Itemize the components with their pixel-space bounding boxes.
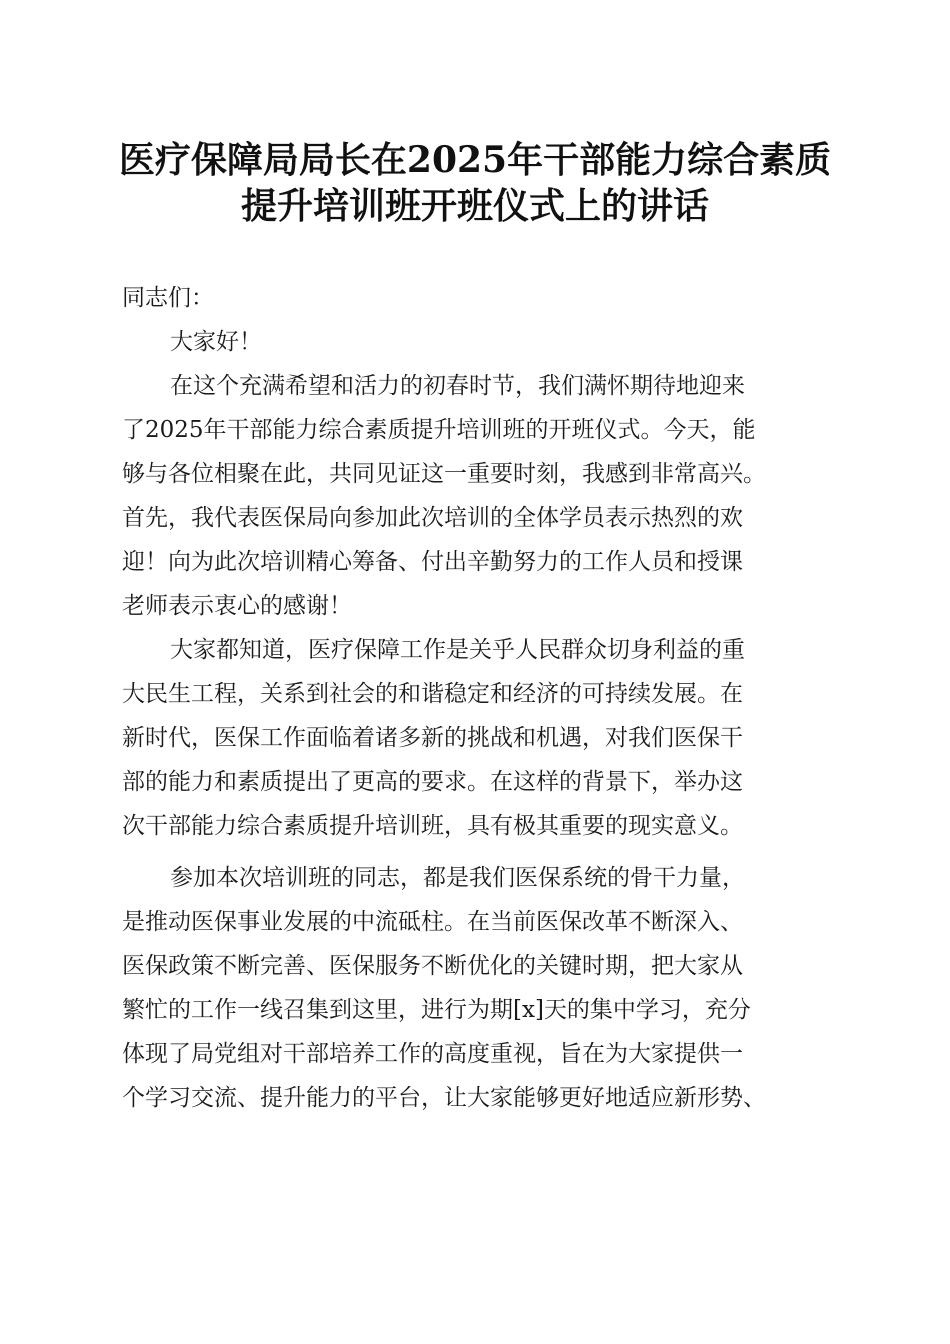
paragraph-3-line: 是推动医保事业发展的中流砥柱。在当前医保改革不断深入、 (122, 909, 743, 935)
paragraph-3-line: 参加本次培训班的同志，都是我们医保系统的骨干力量， (170, 865, 745, 891)
paragraph-2-line: 大家都知道，医疗保障工作是关乎人民群众切身利益的重 (170, 637, 745, 663)
salutation: 同志们： (122, 285, 214, 311)
document-title-line-1: 医疗保障局局长在2025年干部能力综合素质 (118, 139, 832, 181)
paragraph-1-line: 在这个充满希望和活力的初春时节，我们满怀期待地迎来 (170, 373, 745, 399)
greeting: 大家好！ (170, 329, 262, 355)
paragraph-2-line: 部的能力和素质提出了更高的要求。在这样的背景下，举办这 (122, 769, 743, 795)
paragraph-1-line: 老师表示衷心的感谢！ (122, 593, 352, 619)
paragraph-3-line: 体现了局党组对干部培养工作的高度重视，旨在为大家提供一 (122, 1041, 743, 1067)
paragraph-2-line: 新时代，医保工作面临着诸多新的挑战和机遇，对我们医保干 (122, 725, 743, 751)
paragraph-1-line: 够与各位相聚在此，共同见证这一重要时刻，我感到非常高兴。 (122, 461, 766, 487)
document-title-line-2: 提升培训班开班仪式上的讲话 (240, 185, 709, 227)
paragraph-3-line: 繁忙的工作一线召集到这里，进行为期[x]天的集中学习，充分 (122, 997, 751, 1023)
paragraph-2-line: 大民生工程，关系到社会的和谐稳定和经济的可持续发展。在 (122, 681, 743, 707)
paragraph-1-line: 首先，我代表医保局向参加此次培训的全体学员表示热烈的欢 (122, 505, 743, 531)
paragraph-2-line: 次干部能力综合素质提升培训班，具有极其重要的现实意义。 (122, 813, 743, 839)
paragraph-3-line: 个学习交流、提升能力的平台，让大家能够更好地适应新形势、 (122, 1085, 766, 1111)
paragraph-1-line: 了2025年干部能力综合素质提升培训班的开班仪式。今天，能 (122, 417, 756, 443)
paragraph-1-line: 迎！向为此次培训精心筹备、付出辛勤努力的工作人员和授课 (122, 549, 743, 575)
paragraph-3-line: 医保政策不断完善、医保服务不断优化的关键时期，把大家从 (122, 953, 743, 979)
